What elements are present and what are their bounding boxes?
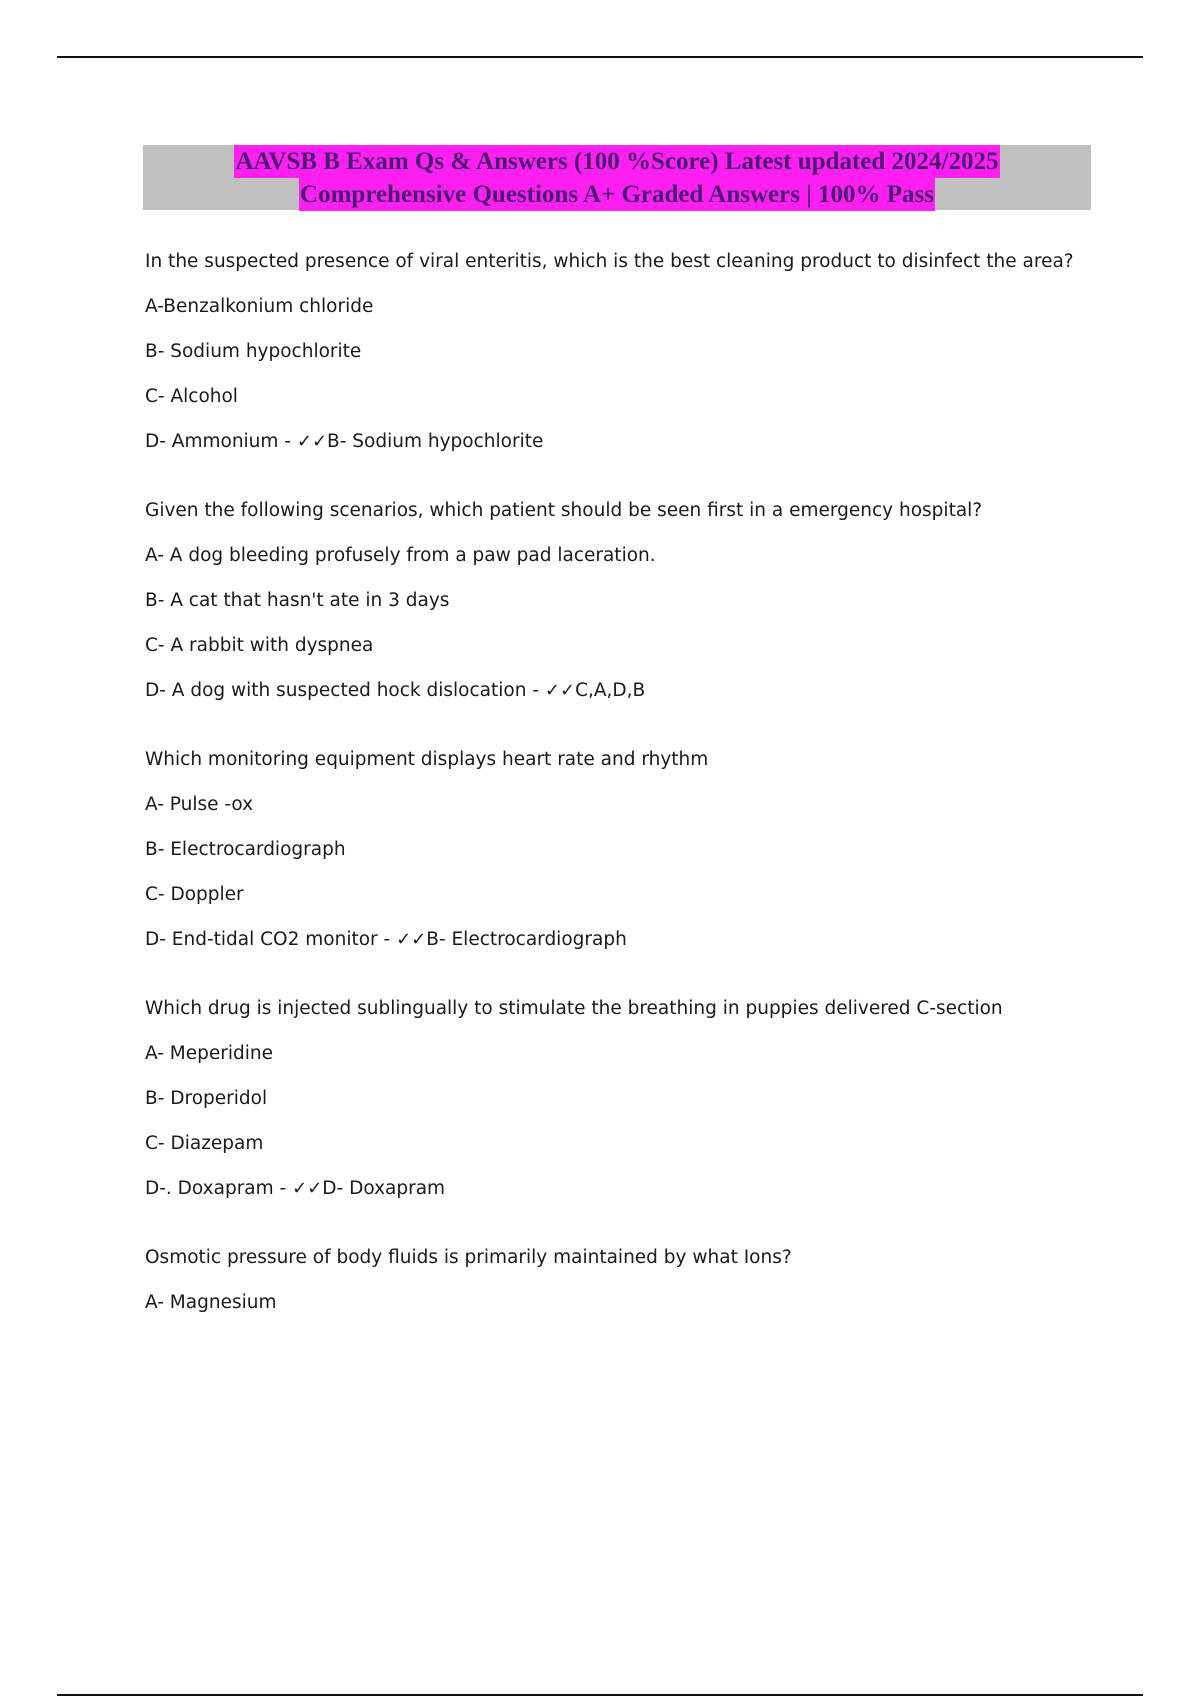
option-d: D- A dog with suspected hock dislocation - bbox=[145, 680, 545, 701]
option-d-with-answer bbox=[145, 928, 1105, 952]
bottom-rule bbox=[57, 1694, 1143, 1696]
document-title-banner bbox=[143, 145, 1091, 210]
question-text: Which drug is injected sublingually to stimulate the breathing in puppies delivered C-section bbox=[145, 998, 1003, 1019]
option-c: C- A rabbit with dyspnea bbox=[145, 635, 374, 656]
question-block-2 bbox=[145, 499, 1105, 703]
option-c: C- Alcohol bbox=[145, 386, 238, 407]
question-block-5 bbox=[145, 1246, 1105, 1315]
answer-text: B- Sodium hypochlorite bbox=[327, 431, 544, 452]
question-block-1 bbox=[145, 250, 1105, 454]
option-d-with-answer bbox=[145, 1177, 1105, 1201]
option-c: C- Diazepam bbox=[145, 1133, 264, 1154]
option-d-with-answer bbox=[145, 679, 1105, 703]
question-text: In the suspected presence of viral enteritis, which is the best cleaning product to disinfect the area? bbox=[145, 251, 1074, 272]
option-d-with-answer bbox=[145, 430, 1105, 454]
option-d: D- Ammonium - bbox=[145, 431, 297, 452]
option-b: B- Droperidol bbox=[145, 1088, 268, 1109]
document-title-line-1: AAVSB B Exam Qs & Answers (100 %Score) Latest updated 2024/2025 bbox=[234, 145, 999, 178]
option-b: B- Sodium hypochlorite bbox=[145, 341, 362, 362]
answer-text: D- Doxapram bbox=[322, 1178, 446, 1199]
answer-text: C,A,D,B bbox=[575, 680, 646, 701]
option-a: A- Meperidine bbox=[145, 1043, 274, 1064]
question-block-4 bbox=[145, 997, 1105, 1201]
document-title-line-2: Comprehensive Questions A+ Graded Answers | 100% Pass bbox=[299, 178, 935, 211]
option-d: D- End-tidal CO2 monitor - bbox=[145, 929, 397, 950]
double-check-icon: ✓✓ bbox=[544, 680, 576, 701]
double-check-icon: ✓✓ bbox=[296, 431, 328, 452]
double-check-icon: ✓✓ bbox=[292, 1178, 323, 1199]
top-rule bbox=[57, 56, 1143, 58]
option-a: A- A dog bleeding profusely from a paw pad laceration. bbox=[145, 545, 656, 566]
option-c: C- Doppler bbox=[145, 884, 244, 905]
question-text: Osmotic pressure of body fluids is primarily maintained by what Ions? bbox=[145, 1247, 792, 1268]
option-a: A- Pulse -ox bbox=[145, 794, 254, 815]
question-list bbox=[145, 250, 1105, 1360]
question-text: Given the following scenarios, which patient should be seen first in a emergency hospital? bbox=[145, 500, 983, 521]
option-d: D-. Doxapram - bbox=[145, 1178, 293, 1199]
option-b: B- A cat that hasn't ate in 3 days bbox=[145, 590, 450, 611]
answer-text: B- Electrocardiograph bbox=[426, 929, 627, 950]
option-b: B- Electrocardiograph bbox=[145, 839, 346, 860]
option-a: A-Benzalkonium chloride bbox=[145, 296, 374, 317]
question-text: Which monitoring equipment displays heart rate and rhythm bbox=[145, 749, 709, 770]
question-block-3 bbox=[145, 748, 1105, 952]
option-a: A- Magnesium bbox=[145, 1292, 277, 1313]
double-check-icon: ✓✓ bbox=[396, 929, 427, 950]
